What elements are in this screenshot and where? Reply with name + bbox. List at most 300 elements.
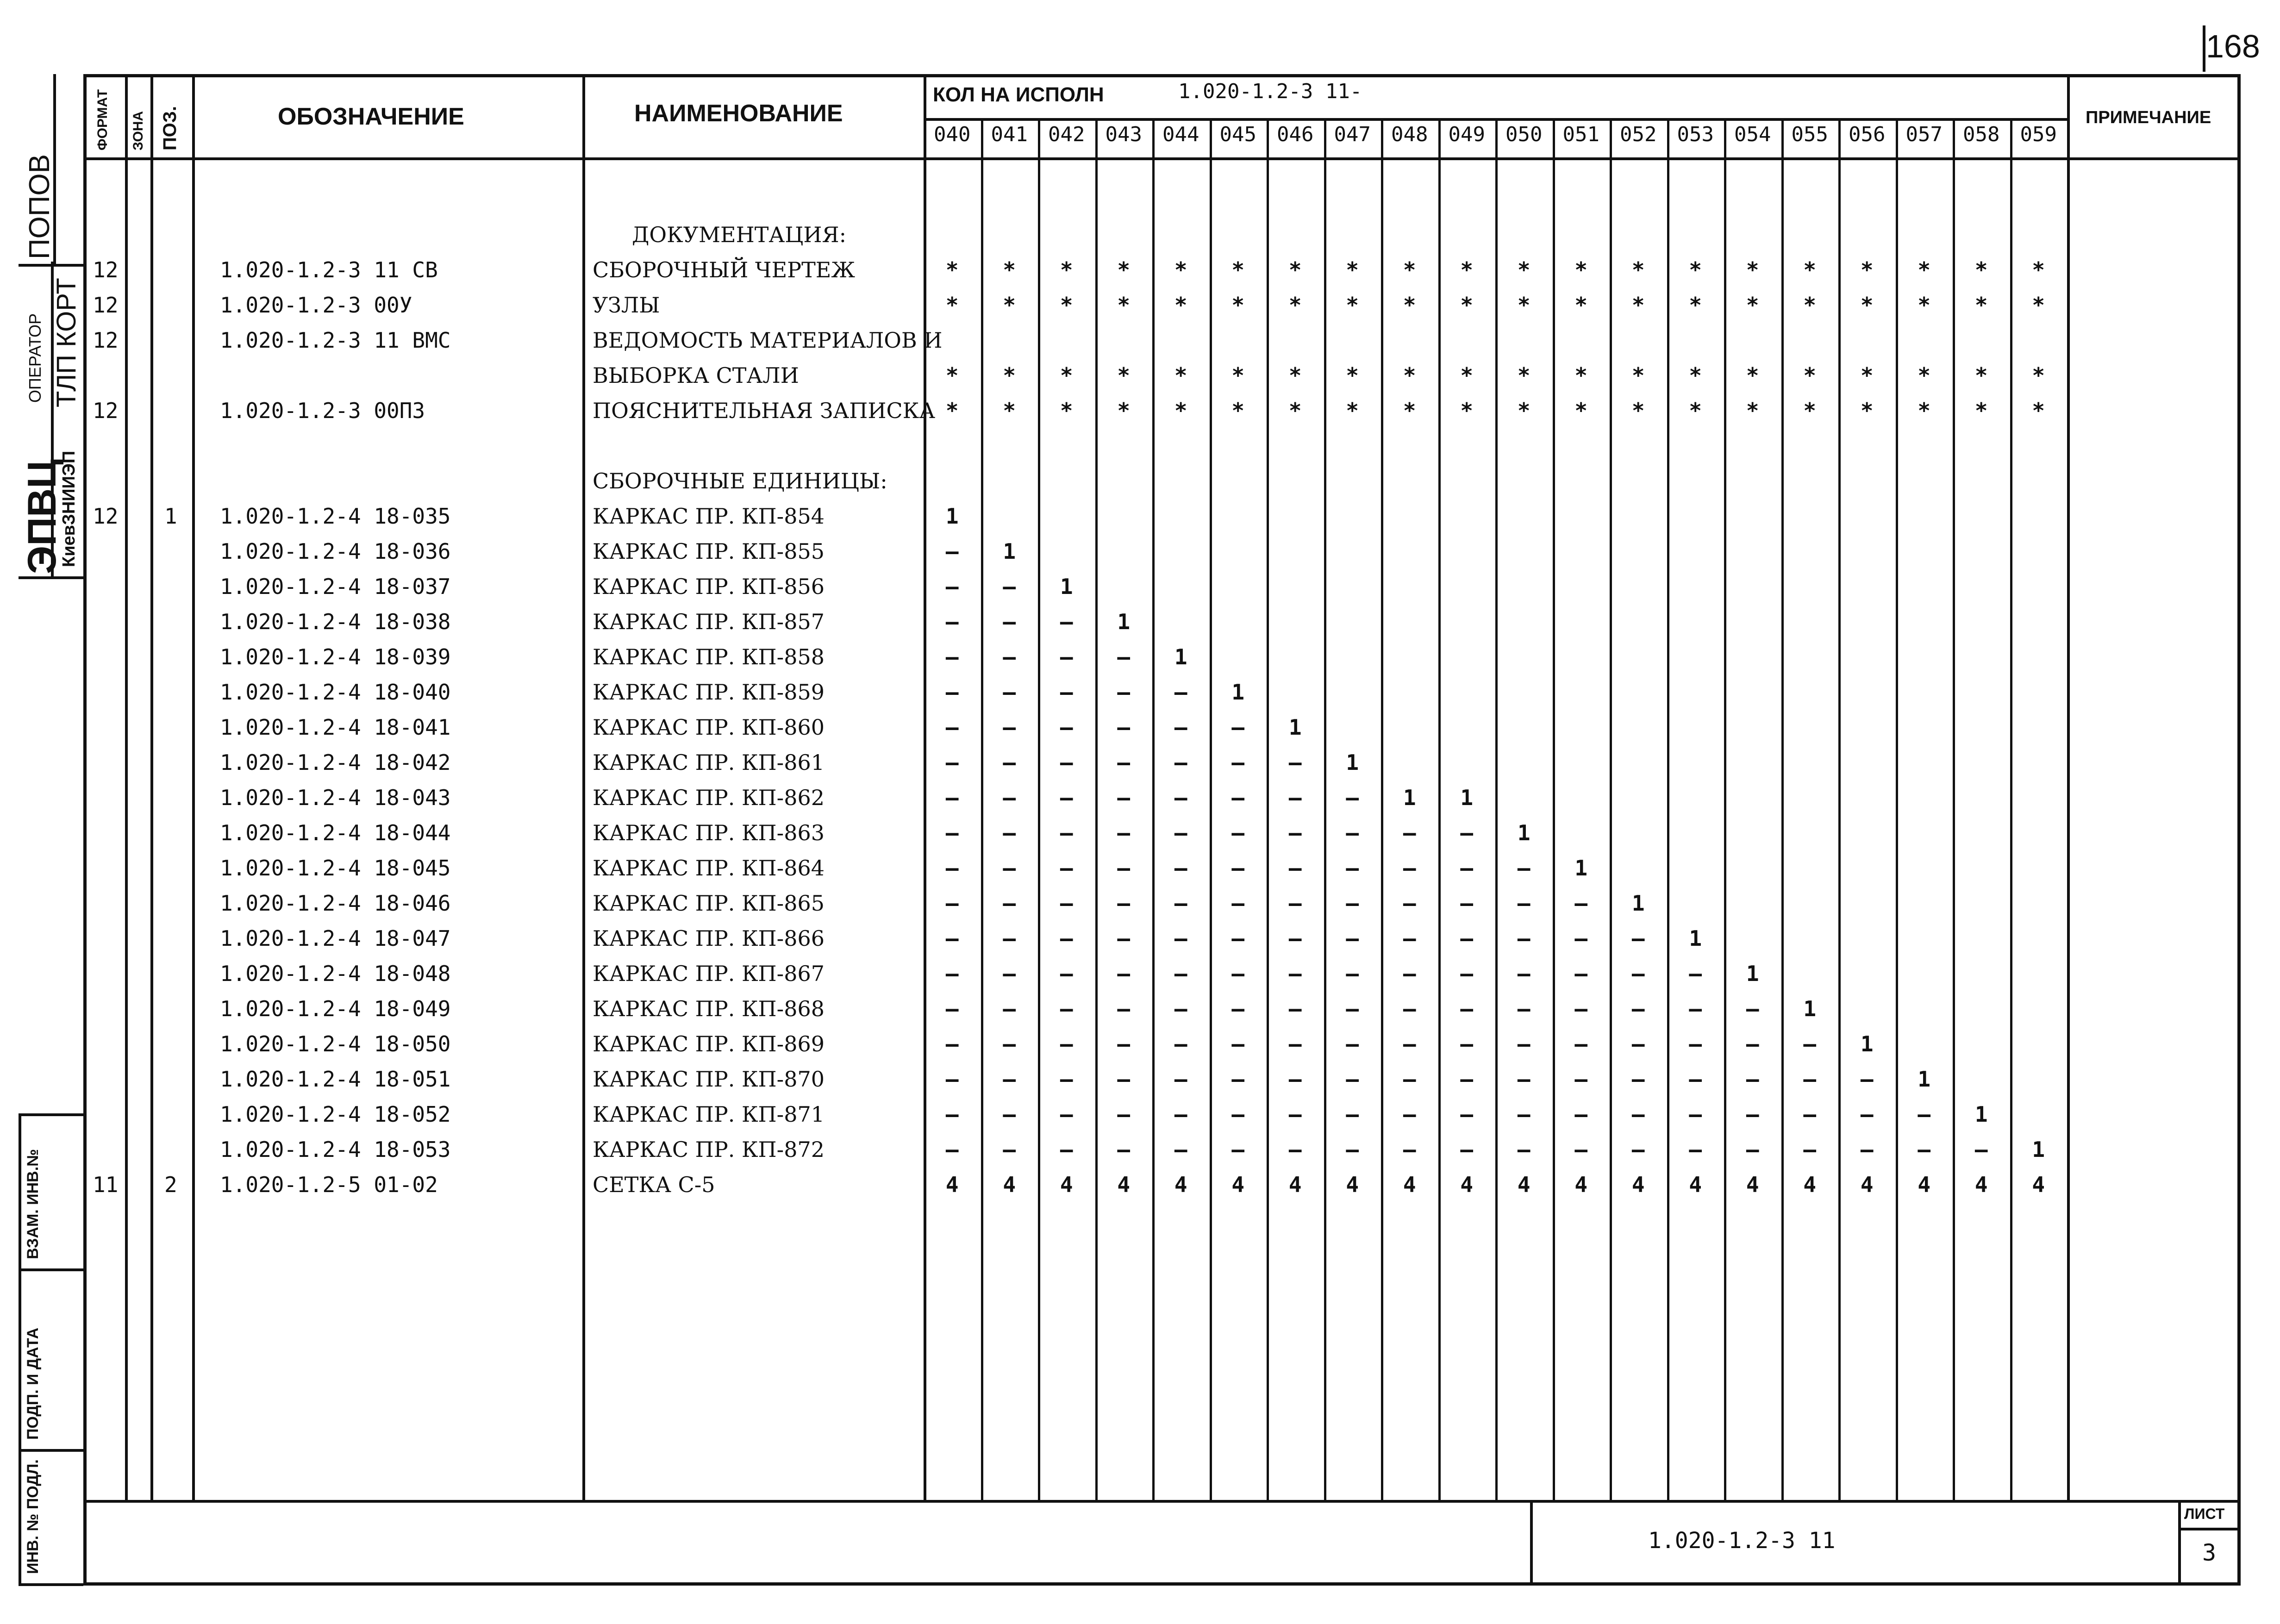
- format-cell: 12: [93, 293, 119, 318]
- qty-mark: 4: [1346, 1172, 1359, 1197]
- qty-mark: *: [1574, 398, 1588, 423]
- qty-mark: 4: [1746, 1172, 1759, 1197]
- variant-header: 048: [1391, 123, 1428, 146]
- variant-col-line: [1324, 118, 1326, 1500]
- qty-mark: –: [1003, 750, 1016, 775]
- qty-mark: –: [1460, 891, 1474, 916]
- qty-mark: *: [1746, 398, 1759, 423]
- qty-mark: *: [1117, 363, 1131, 388]
- qty-mark: –: [1117, 680, 1131, 705]
- qty-mark: *: [1631, 257, 1645, 282]
- qty-mark: –: [1288, 961, 1302, 986]
- name-cell: КАРКАС ПР. КП-860: [593, 715, 825, 740]
- qty-mark: –: [1060, 715, 1073, 740]
- variant-header: 040: [934, 123, 971, 146]
- qty-mark: –: [1231, 961, 1245, 986]
- qty-mark: –: [945, 996, 959, 1021]
- name-cell: КАРКАС ПР. КП-863: [593, 820, 825, 845]
- qty-mark: –: [1003, 856, 1016, 881]
- qty-mark: 4: [1060, 1172, 1073, 1197]
- qty-mark: *: [1860, 363, 1874, 388]
- qty-mark: –: [1517, 1137, 1530, 1162]
- sheet-number: 3: [2202, 1539, 2217, 1566]
- qty-mark: –: [1346, 961, 1359, 986]
- qty-mark: *: [1517, 293, 1530, 318]
- qty-mark: *: [1574, 293, 1588, 318]
- zone-header: ЗОНА: [131, 111, 146, 150]
- qty-mark: *: [1746, 257, 1759, 282]
- qty-mark: –: [1174, 856, 1187, 881]
- qty-mark: –: [1060, 926, 1073, 951]
- qty-mark: –: [945, 785, 959, 810]
- designation-cell: 1.020-1.2-4 18-049: [220, 996, 451, 1021]
- pos-cell: 1: [164, 504, 177, 529]
- qty-mark: –: [1574, 961, 1588, 986]
- qty-mark: *: [1460, 293, 1474, 318]
- qty-mark: –: [945, 1102, 959, 1127]
- qty-mark: 1: [1117, 609, 1131, 634]
- qty-mark: 4: [1689, 1172, 1702, 1197]
- qty-mark: *: [1631, 398, 1645, 423]
- qty-mark: 1: [1631, 891, 1645, 916]
- qty-mark: –: [1803, 1031, 1817, 1056]
- qty-mark: 4: [1918, 1172, 1931, 1197]
- name-cell: КАРКАС ПР. КП-855: [593, 539, 825, 564]
- name-cell: КАРКАС ПР. КП-859: [593, 680, 825, 705]
- qty-mark: 1: [2032, 1137, 2045, 1162]
- qty-mark: –: [1346, 1067, 1359, 1092]
- name-cell: СЕТКА С-5: [593, 1172, 715, 1197]
- doc-code: 1.020-1.2-3 11: [1648, 1528, 1836, 1554]
- qty-mark: –: [1460, 820, 1474, 845]
- qty-mark: *: [1003, 257, 1016, 282]
- designation-cell: 1.020-1.2-4 18-047: [220, 926, 451, 951]
- designation-cell: 1.020-1.2-4 18-050: [220, 1031, 451, 1056]
- qty-mark: –: [1174, 996, 1187, 1021]
- qty-mark: 1: [1003, 539, 1016, 564]
- qty-mark: –: [1174, 750, 1187, 775]
- qty-mark: –: [1460, 1137, 1474, 1162]
- qty-mark: –: [1060, 856, 1073, 881]
- qty-mark: –: [1231, 1137, 1245, 1162]
- qty-mark: –: [1403, 891, 1416, 916]
- qty-mark: *: [1117, 398, 1131, 423]
- qty-mark: 1: [1346, 750, 1359, 775]
- qty-mark: *: [1060, 257, 1073, 282]
- qty-mark: –: [1346, 1102, 1359, 1127]
- qty-mark: –: [1174, 891, 1187, 916]
- qty-mark: –: [1689, 996, 1702, 1021]
- sheet-label: ЛИСТ: [2184, 1505, 2225, 1522]
- format-header: ФОРМАТ: [95, 89, 110, 150]
- name-cell: КАРКАС ПР. КП-856: [593, 574, 825, 599]
- name-cell: КАРКАС ПР. КП-868: [593, 996, 825, 1021]
- qty-mark: –: [1288, 820, 1302, 845]
- qty-mark: *: [1403, 363, 1416, 388]
- qty-mark: –: [1060, 644, 1073, 669]
- variant-col-line: [1724, 118, 1726, 1500]
- variant-header: 043: [1105, 123, 1142, 146]
- qty-mark: –: [1003, 644, 1016, 669]
- name-cell: КАРКАС ПР. КП-871: [593, 1102, 825, 1127]
- variant-header: 058: [1963, 123, 2000, 146]
- col-line: [924, 74, 926, 1502]
- qty-mark: –: [1231, 996, 1245, 1021]
- qty-mark: –: [1860, 1067, 1874, 1092]
- qty-mark: –: [1003, 1137, 1016, 1162]
- name-cell: КАРКАС ПР. КП-867: [593, 961, 825, 986]
- stamp-epvc: ЭПВЦ: [20, 459, 64, 574]
- qty-mark: –: [1060, 820, 1073, 845]
- qty-mark: –: [1288, 891, 1302, 916]
- variant-col-line: [981, 118, 983, 1500]
- qty-mark: –: [1631, 1102, 1645, 1127]
- qty-mark: *: [1517, 363, 1530, 388]
- variant-col-line: [1781, 118, 1784, 1500]
- page-number-tick: [2203, 25, 2205, 72]
- qty-mark: –: [945, 609, 959, 634]
- qty-mark: 4: [1974, 1172, 1988, 1197]
- qty-mark: 4: [1574, 1172, 1588, 1197]
- name-cell: ВЕДОМОСТЬ МАТЕРИАЛОВ И: [593, 328, 943, 353]
- qty-mark: *: [1860, 257, 1874, 282]
- qty-mark: –: [1117, 820, 1131, 845]
- variant-col-line: [1267, 118, 1269, 1500]
- qty-mark: 4: [1460, 1172, 1474, 1197]
- variant-col-line: [1152, 118, 1155, 1500]
- qty-mark: –: [1288, 750, 1302, 775]
- qty-mark: *: [1689, 293, 1702, 318]
- qty-mark: –: [1803, 1067, 1817, 1092]
- name-cell: СБОРОЧНЫЕ ЕДИНИЦЫ:: [593, 468, 887, 493]
- variant-header: 046: [1277, 123, 1314, 146]
- designation-cell: 1.020-1.2-4 18-043: [220, 785, 451, 810]
- designation-cell: 1.020-1.2-4 18-040: [220, 680, 451, 705]
- name-cell: УЗЛЫ: [593, 293, 660, 318]
- col-line: [150, 74, 153, 1502]
- qty-mark: –: [1231, 891, 1245, 916]
- qty-mark: *: [1803, 363, 1817, 388]
- qty-mark: *: [1288, 257, 1302, 282]
- qty-mark: –: [1060, 785, 1073, 810]
- qty-mark: –: [1231, 926, 1245, 951]
- designation-cell: 1.020-1.2-4 18-039: [220, 644, 451, 669]
- qty-mark: –: [1403, 1137, 1416, 1162]
- format-cell: 12: [93, 504, 119, 529]
- variant-header: 052: [1620, 123, 1657, 146]
- qty-mark: *: [1003, 293, 1016, 318]
- qty-mark: –: [1517, 1102, 1530, 1127]
- qty-header: КОЛ НА ИСПОЛН: [933, 83, 1104, 106]
- stamp-line: [19, 1449, 83, 1452]
- stamp-line: [19, 1268, 83, 1271]
- qty-mark: *: [1517, 398, 1530, 423]
- variant-col-line: [1610, 118, 1612, 1500]
- qty-mark: –: [1060, 961, 1073, 986]
- qty-mark: –: [1631, 961, 1645, 986]
- qty-mark: –: [1174, 926, 1187, 951]
- designation-cell: 1.020-1.2-4 18-051: [220, 1067, 451, 1092]
- qty-mark: –: [1403, 926, 1416, 951]
- stamp-line: [19, 1583, 83, 1586]
- qty-mark: –: [945, 856, 959, 881]
- variant-col-line: [1896, 118, 1898, 1500]
- qty-mark: –: [945, 1067, 959, 1092]
- name-cell: КАРКАС ПР. КП-862: [593, 785, 825, 810]
- qty-mark: *: [1689, 257, 1702, 282]
- qty-mark: –: [1346, 856, 1359, 881]
- qty-mark: –: [1517, 1031, 1530, 1056]
- name-cell: КАРКАС ПР. КП-869: [593, 1031, 825, 1056]
- variant-col-line: [1553, 118, 1555, 1500]
- stamp-vzam-inv: ВЗАМ. ИНВ.№: [24, 1149, 42, 1259]
- bottom-strip-line: [83, 1500, 2241, 1503]
- qty-mark: –: [1460, 961, 1474, 986]
- variant-col-line: [1667, 118, 1669, 1500]
- qty-mark: *: [1060, 293, 1073, 318]
- qty-mark: 4: [1403, 1172, 1416, 1197]
- qty-mark: 1: [1460, 785, 1474, 810]
- pos-header: ПОЗ.: [160, 106, 180, 150]
- qty-mark: *: [1918, 257, 1931, 282]
- qty-mark: 4: [945, 1172, 959, 1197]
- name-cell: СБОРОЧНЫЙ ЧЕРТЕЖ: [593, 257, 856, 282]
- designation-cell: 1.020-1.2-4 18-036: [220, 539, 451, 564]
- variant-header: 051: [1562, 123, 1599, 146]
- name-cell: КАРКАС ПР. КП-870: [593, 1067, 825, 1092]
- qty-mark: –: [1003, 1102, 1016, 1127]
- qty-mark: 1: [1860, 1031, 1874, 1056]
- qty-mark: –: [1231, 1031, 1245, 1056]
- qty-mark: –: [1746, 1137, 1759, 1162]
- variant-header: 050: [1505, 123, 1543, 146]
- qty-mark: –: [1117, 996, 1131, 1021]
- qty-mark: –: [1003, 926, 1016, 951]
- qty-mark: –: [1574, 1137, 1588, 1162]
- qty-mark: *: [1003, 398, 1016, 423]
- qty-mark: *: [1174, 363, 1187, 388]
- qty-mark: –: [1231, 820, 1245, 845]
- qty-mark: *: [945, 363, 959, 388]
- qty-mark: –: [1689, 1137, 1702, 1162]
- qty-mark: *: [1174, 257, 1187, 282]
- designation-header: ОБОЗНАЧЕНИЕ: [278, 103, 464, 130]
- qty-mark: *: [1460, 257, 1474, 282]
- qty-mark: *: [945, 398, 959, 423]
- qty-mark: –: [1460, 996, 1474, 1021]
- qty-mark: –: [1746, 1031, 1759, 1056]
- qty-mark: *: [1631, 293, 1645, 318]
- variant-header: 045: [1219, 123, 1256, 146]
- qty-mark: *: [1003, 363, 1016, 388]
- variant-col-line: [1210, 118, 1212, 1500]
- designation-cell: 1.020-1.2-4 18-035: [220, 504, 451, 529]
- qty-mark: *: [1346, 363, 1359, 388]
- qty-mark: 4: [1117, 1172, 1131, 1197]
- qty-mark: –: [1117, 644, 1131, 669]
- qty-mark: *: [2032, 398, 2045, 423]
- qty-base-code: 1.020-1.2-3 11-: [1178, 80, 1362, 103]
- name-cell: КАРКАС ПР. КП-864: [593, 856, 825, 881]
- qty-mark: –: [1117, 785, 1131, 810]
- format-cell: 11: [93, 1172, 119, 1197]
- qty-mark: –: [1860, 1137, 1874, 1162]
- variant-col-line: [1381, 118, 1383, 1500]
- qty-mark: 1: [1689, 926, 1702, 951]
- title-block-line: [2178, 1500, 2181, 1586]
- qty-mark: 4: [1003, 1172, 1016, 1197]
- variant-header: 055: [1791, 123, 1828, 146]
- variant-header: 056: [1849, 123, 1886, 146]
- qty-mark: –: [1117, 1137, 1131, 1162]
- qty-mark: –: [1117, 856, 1131, 881]
- qty-mark: 1: [1231, 680, 1245, 705]
- qty-mark: –: [1003, 609, 1016, 634]
- qty-mark: –: [1060, 609, 1073, 634]
- qty-mark: –: [1003, 715, 1016, 740]
- qty-mark: –: [1460, 1067, 1474, 1092]
- qty-mark: *: [1403, 257, 1416, 282]
- variant-header: 044: [1162, 123, 1199, 146]
- qty-mark: *: [1231, 257, 1245, 282]
- designation-cell: 1.020-1.2-4 18-053: [220, 1137, 451, 1162]
- qty-mark: *: [1860, 293, 1874, 318]
- qty-mark: –: [1288, 1067, 1302, 1092]
- qty-mark: 4: [1288, 1172, 1302, 1197]
- qty-mark: *: [945, 257, 959, 282]
- stamp-popov: ПОПОВ: [24, 154, 56, 259]
- qty-mark: –: [1803, 1102, 1817, 1127]
- qty-mark: –: [1174, 1067, 1187, 1092]
- name-cell: КАРКАС ПР. КП-861: [593, 750, 825, 775]
- qty-mark: –: [1346, 996, 1359, 1021]
- qty-mark: –: [1460, 1102, 1474, 1127]
- designation-cell: 1.020-1.2-4 18-041: [220, 715, 451, 740]
- name-cell: ДОКУМЕНТАЦИЯ:: [632, 222, 847, 247]
- stamp-line: [19, 1113, 83, 1116]
- qty-mark: 4: [1517, 1172, 1530, 1197]
- qty-mark: –: [1346, 785, 1359, 810]
- qty-mark: –: [1117, 750, 1131, 775]
- qty-mark: –: [1003, 891, 1016, 916]
- qty-mark: –: [945, 926, 959, 951]
- qty-mark: *: [1974, 398, 1988, 423]
- qty-mark: *: [1918, 293, 1931, 318]
- qty-mark: –: [1574, 996, 1588, 1021]
- stamp-tlp-kort: ТЛП КОРТ: [51, 278, 81, 407]
- name-cell: КАРКАС ПР. КП-854: [593, 504, 825, 529]
- qty-mark: –: [1746, 1102, 1759, 1127]
- qty-mark: *: [1288, 398, 1302, 423]
- qty-mark: 4: [1174, 1172, 1187, 1197]
- title-block-line: [1530, 1500, 1533, 1586]
- qty-mark: 1: [1060, 574, 1073, 599]
- qty-mark: –: [1517, 891, 1530, 916]
- qty-mark: 4: [2032, 1172, 2045, 1197]
- format-cell: 12: [93, 257, 119, 282]
- qty-mark: *: [1460, 398, 1474, 423]
- qty-mark: –: [1231, 856, 1245, 881]
- qty-mark: –: [1288, 1031, 1302, 1056]
- qty-mark: *: [1974, 293, 1988, 318]
- name-cell: КАРКАС ПР. КП-858: [593, 644, 825, 669]
- qty-mark: 1: [1803, 996, 1817, 1021]
- qty-mark: 1: [1974, 1102, 1988, 1127]
- note-header: ПРИМЕЧАНИЕ: [2086, 108, 2211, 127]
- name-cell: КАРКАС ПР. КП-865: [593, 891, 825, 916]
- qty-mark: –: [1574, 926, 1588, 951]
- qty-mark: 1: [1403, 785, 1416, 810]
- qty-mark: –: [1003, 680, 1016, 705]
- qty-mark: *: [1288, 293, 1302, 318]
- col-line: [582, 74, 585, 1502]
- qty-mark: *: [1860, 398, 1874, 423]
- variant-header: 041: [991, 123, 1028, 146]
- qty-mark: –: [945, 680, 959, 705]
- qty-mark: –: [1060, 996, 1073, 1021]
- qty-mark: *: [2032, 363, 2045, 388]
- qty-mark: –: [1003, 1067, 1016, 1092]
- variant-col-line: [1438, 118, 1441, 1500]
- qty-mark: –: [945, 715, 959, 740]
- qty-mark: *: [1689, 363, 1702, 388]
- variant-header: 057: [1905, 123, 1943, 146]
- variant-header: 054: [1734, 123, 1771, 146]
- designation-cell: 1.020-1.2-3 11 ВМС: [220, 328, 451, 353]
- qty-mark: 1: [1574, 856, 1588, 881]
- designation-cell: 1.020-1.2-4 18-052: [220, 1102, 451, 1127]
- qty-mark: *: [1403, 398, 1416, 423]
- qty-mark: –: [945, 1137, 959, 1162]
- qty-mark: –: [1631, 996, 1645, 1021]
- qty-mark: *: [1346, 398, 1359, 423]
- qty-mark: 1: [1174, 644, 1187, 669]
- variant-col-line: [1095, 118, 1098, 1500]
- qty-mark: –: [1003, 961, 1016, 986]
- format-cell: 12: [93, 398, 119, 423]
- qty-mark: –: [1288, 1102, 1302, 1127]
- designation-cell: 1.020-1.2-3 00ПЗ: [220, 398, 425, 423]
- designation-cell: 1.020-1.2-4 18-042: [220, 750, 451, 775]
- qty-mark: 1: [1288, 715, 1302, 740]
- qty-mark: –: [1060, 1102, 1073, 1127]
- qty-mark: *: [1117, 293, 1131, 318]
- qty-mark: 4: [1803, 1172, 1817, 1197]
- qty-mark: –: [1517, 856, 1530, 881]
- qty-mark: –: [945, 539, 959, 564]
- header-bottom-line: [83, 157, 2241, 160]
- qty-mark: *: [1060, 398, 1073, 423]
- qty-mark: –: [1574, 1102, 1588, 1127]
- designation-cell: 1.020-1.2-4 18-038: [220, 609, 451, 634]
- qty-mark: –: [1174, 1102, 1187, 1127]
- qty-mark: *: [1346, 257, 1359, 282]
- qty-mark: –: [1174, 680, 1187, 705]
- qty-mark: –: [1517, 961, 1530, 986]
- qty-mark: *: [1117, 257, 1131, 282]
- qty-mark: –: [945, 750, 959, 775]
- qty-mark: –: [945, 820, 959, 845]
- qty-mark: –: [1460, 926, 1474, 951]
- qty-mark: *: [1918, 363, 1931, 388]
- stamp-inv-podl: ИНВ. № ПОДЛ.: [24, 1459, 42, 1574]
- variant-header: 042: [1048, 123, 1085, 146]
- variant-header: 053: [1677, 123, 1714, 146]
- qty-mark: –: [1060, 750, 1073, 775]
- qty-mark: –: [1117, 891, 1131, 916]
- qty-mark: –: [1574, 1031, 1588, 1056]
- qty-mark: –: [945, 961, 959, 986]
